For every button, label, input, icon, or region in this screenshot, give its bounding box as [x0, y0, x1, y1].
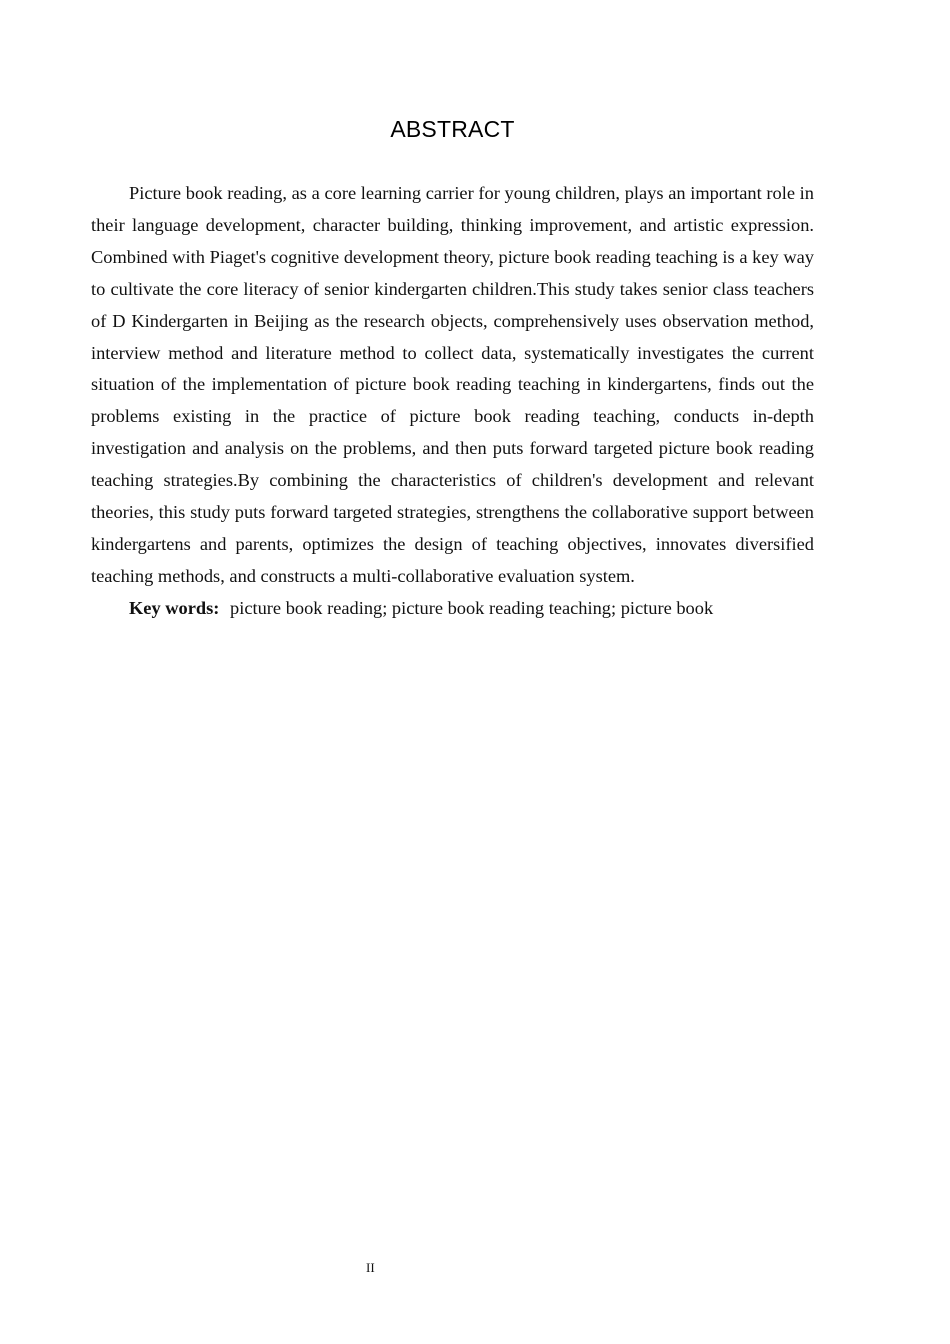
keywords-value: picture book reading; picture book reading teaching; picture book — [230, 597, 714, 618]
abstract-body — [91, 178, 814, 625]
keywords-label: Key words: — [129, 597, 220, 618]
page-number: II — [366, 1260, 375, 1275]
abstract-paragraph: Picture book reading, as a core learning carrier for young children, plays an important role in their language development, character building, thinking improvement, and artistic expression. Combined with Piaget's cognitive development theory, picture book reading teaching is a key way to cultivate the core literacy of senior kindergarten children.This study takes senior class teachers of D Kindergarten in Beijing as the research objects, comprehensively uses observation method, interview method and literature method to collect data, systematically investigates the current situation of the implementation of picture book reading teaching in kindergartens, finds out the problems existing in the practice of picture book reading teaching, conducts in-depth investigation and analysis on the problems, and then puts forward targeted picture book reading teaching strategies.By combining the characteristics of children's development and relevant theories, this study puts forward targeted strategies, strengthens the collaborative support between kindergartens and parents, optimizes the design of teaching objectives, innovates diversified teaching methods, and constructs a multi-collaborative evaluation system. — [91, 183, 814, 586]
keywords-line — [91, 593, 814, 625]
abstract-title: ABSTRACT — [390, 116, 515, 142]
